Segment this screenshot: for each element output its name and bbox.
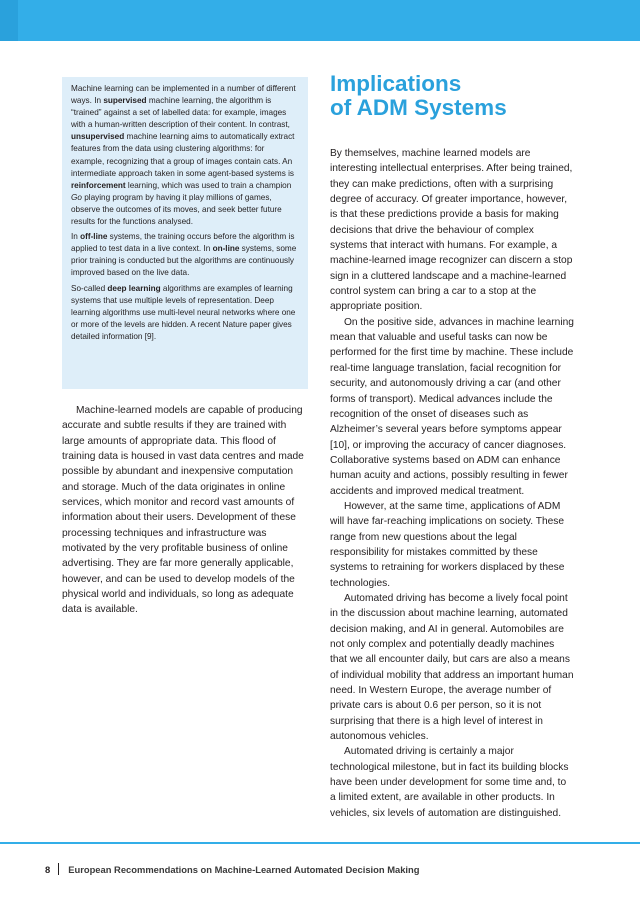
body-paragraph-4: Automated driving has become a lively focal point in the discussion about machine learning, automated decision making, and AI in general. Automobiles are not only complex and potentially deadly machines that we all encounter daily, but cars are also a means of individual mobility that address an important human need. In Western Europe, the average number of private cars is about 0.6 per person, so it is not surprising that there is a high level of interest in autonomous vehicles. — [330, 592, 574, 743]
sidebar-paragraph-1: Machine learning can be implemented in a number of different ways. In supervised machine learning, the algorithm is “trained” against a set of labelled data: for example, images with a human-written description of their content. In contrast, unsupervised machine learning aims to automatically extract features from the data using clustering algorithms: for example, recognizing that a group of images contain cats. An intermediate approach taken in some agent-based systems is reinforcement learning, which was used to train a champion Go playing program by having it play millions of games, observe the outcomes of its moves, and seek better future results for the functions analysed. — [71, 84, 296, 227]
running-title: European Recommendations on Machine-Learned Automated Decision Making — [68, 864, 420, 875]
section-title: Implications of ADM Systems — [330, 71, 507, 120]
left-column — [62, 403, 308, 618]
section-body — [330, 146, 574, 821]
body-paragraph-5: Automated driving is certainly a major technological milestone, but in fact its building blocks have been under development for some time and, to a limited extent, are available in other products. In vehicles, six levels of automation are distinguished. — [330, 746, 569, 819]
left-column-paragraph: Machine-learned models are capable of producing accurate and subtle results if they are trained with large amounts of appropriate data. This flood of training data is housed in vast data centres and made possible by abundant and inexpensive computation and storage. Much of the data originates in online services, which monitor and record vast amounts of information about their users. Development of these processing techniques and infrastructure was motivated by the very profitable business of online advertising. They are far more generally applicable, however, and can be used to develop models of the physical world and individuals, so long as adequate data is available. — [62, 405, 304, 616]
right-column — [330, 72, 574, 821]
sidebar-box — [62, 77, 308, 389]
body-paragraph-1: By themselves, machine learned models are interesting intellectual enterprises. After being trained, they can make predictions, often with a surprising degree of accuracy. Of greater importance, however, is that these predictions provide a basis for making decisions that drive the behaviour of complex systems that interact with humans. For example, a machine-learned image recognizer can discern a stop sign in a cluttered landscape and a machine-learned control system can bring a car to a stop at the appropriate position. — [330, 148, 573, 313]
footer-rule — [0, 842, 640, 844]
footer-separator — [58, 863, 59, 875]
sidebar-paragraph-3: So-called deep learning algorithms are examples of learning systems that use multiple levels of representation. Deep learning algorithms use multi-level neural networks where one or more of the levels are hidden. A recent Nature paper gives detailed information [9]. — [71, 283, 296, 341]
header-band — [0, 0, 640, 41]
page-number: 8 — [45, 864, 51, 875]
body-paragraph-3: However, at the same time, applications of ADM will have far-reaching implications on society. These range from new questions about the legal responsibility for mistakes committed by these systems to retraining for workers displaced by these technologies. — [330, 500, 565, 589]
page-footer — [45, 863, 420, 875]
sidebar-paragraph-2: In off-line systems, the training occurs before the algorithm is applied to test data in a live context. In on-line systems, some prior training is conducted but the algorithms are continuously improved based on the live data. — [71, 232, 297, 278]
header-band-tab — [0, 0, 18, 41]
body-paragraph-2: On the positive side, advances in machine learning mean that valuable and useful tasks can now be performed for the first time by machine. These include real-time language translation, facial recognition for security, and autonomously driving a car (and other forms of transport). Medical advances include the recognition of the onset of diseases such as Alzheimer’s several years before symptoms appear [10], or improving the accuracy of cancer diagnoses. Collaborative systems based on ADM can enhance human acuity and actions, possibly resulting in fewer accidents and improved medical treatment. — [330, 316, 574, 497]
